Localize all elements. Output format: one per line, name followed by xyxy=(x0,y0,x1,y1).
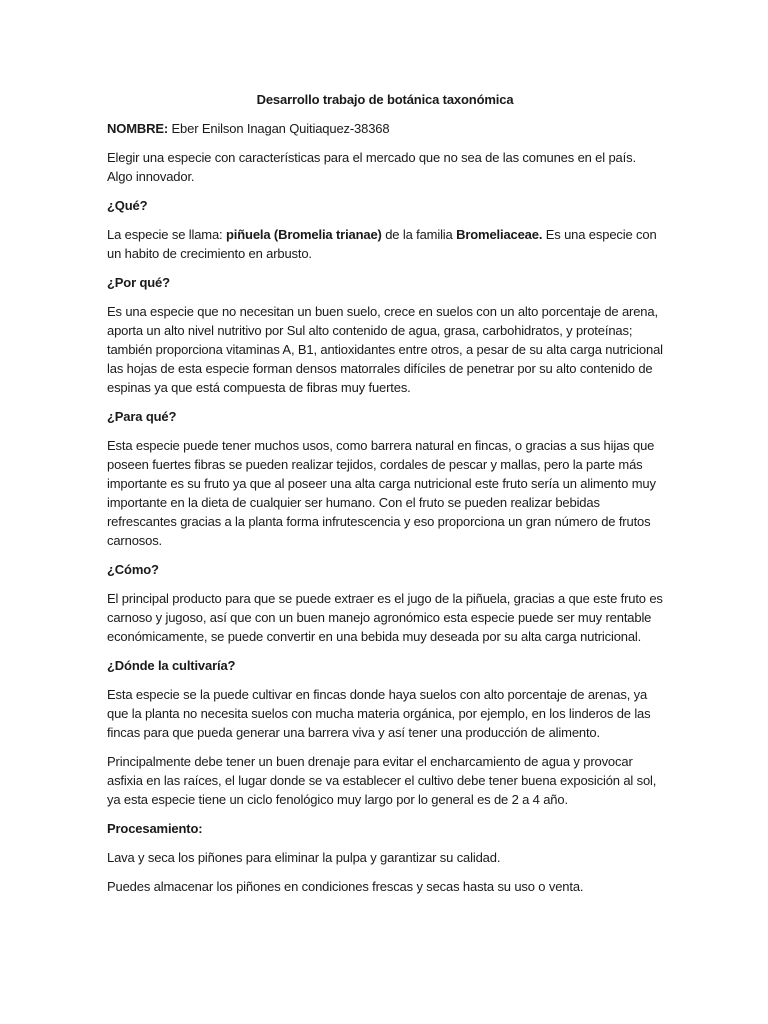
procesamiento-step-1: Lava y seca los piñones para eliminar la pulpa y garantizar su calidad. xyxy=(107,850,501,865)
family-name: Bromeliaceae. xyxy=(456,227,543,242)
que-text-2: de la familia xyxy=(381,227,457,242)
species-name: piñuela (Bromelia trianae) xyxy=(225,227,382,242)
que-text-1: La especie se llama: xyxy=(107,227,226,242)
por-que-heading: ¿Por qué? xyxy=(107,275,170,290)
procesamiento-step-2: Puedes almacenar los piñones en condiciones frescas y secas hasta su uso o venta. xyxy=(107,879,584,894)
student-name-line xyxy=(107,119,663,138)
para-que-paragraph: Esta especie puede tener muchos usos, como barrera natural en fincas, o gracias a sus hijas que poseen fuertes fibras se pueden realizar tejidos, cordales de pescar y mallas, pero la parte más importante es su fruto ya que al poseer una alta carga nutricional este fruto sería un alimento muy importante en la dieta de cualquier ser humano. Con el fruto se pueden realizar bebidas refrescantes gracias a la planta forma infrutescencia y eso proporciona un gran número de frutos carnosos. xyxy=(107,438,656,548)
para-que-heading: ¿Para qué? xyxy=(107,409,177,424)
como-paragraph: El principal producto para que se puede extraer es el jugo de la piñuela, gracias a que este fruto es carnoso y jugoso, así que con un buen manejo agronómico esta especie puede ser muy rentable económicamente, se puede convertir en una bebida muy deseada por su alta carga nutricional. xyxy=(107,591,663,644)
donde-heading: ¿Dónde la cultivaría? xyxy=(107,658,236,673)
name-label: NOMBRE: xyxy=(107,121,169,136)
document-page xyxy=(107,90,663,906)
document-title: Desarrollo trabajo de botánica taxonómica xyxy=(256,92,514,107)
como-heading: ¿Cómo? xyxy=(107,562,159,577)
que-text-3: Es una especie con un habito de crecimiento en arbusto. xyxy=(107,227,657,261)
que-heading: ¿Qué? xyxy=(107,198,148,213)
procesamiento-heading: Procesamiento: xyxy=(107,821,203,836)
que-paragraph xyxy=(107,225,663,263)
por-que-paragraph: Es una especie que no necesitan un buen suelo, crece en suelos con un alto porcentaje de arena, aporta un alto nivel nutritivo por Sul alto contenido de agua, grasa, carbohidratos, y proteínas; también proporciona vitaminas A, B1, antioxidantes entre otros, a pesar de su alta carga nutricional las hojas de esta especie forman densos matorrales difíciles de penetrar por su alto contenido de espinas ya que está compuesta de fibras muy fuertes. xyxy=(107,304,663,395)
donde-paragraph-1: Esta especie se la puede cultivar en fincas donde haya suelos con alto porcentaje de arenas, ya que la planta no necesita suelos con mucha materia orgánica, por ejemplo, en los linderos de las fincas para que pueda generar una barrera viva y así tener una producción de alimento. xyxy=(107,687,651,740)
donde-paragraph-2: Principalmente debe tener un buen drenaje para evitar el encharcamiento de agua y provocar asfixia en las raíces, el lugar donde se va establecer el cultivo debe tener buena exposición al sol, ya esta especie tiene un ciclo fenológico muy largo por lo general es de 2 a 4 año. xyxy=(107,754,657,807)
intro-paragraph: Elegir una especie con características para el mercado que no sea de las comunes en el país. Algo innovador. xyxy=(107,150,636,184)
name-value: Eber Enilson Inagan Quitiaquez-38368 xyxy=(168,121,390,136)
